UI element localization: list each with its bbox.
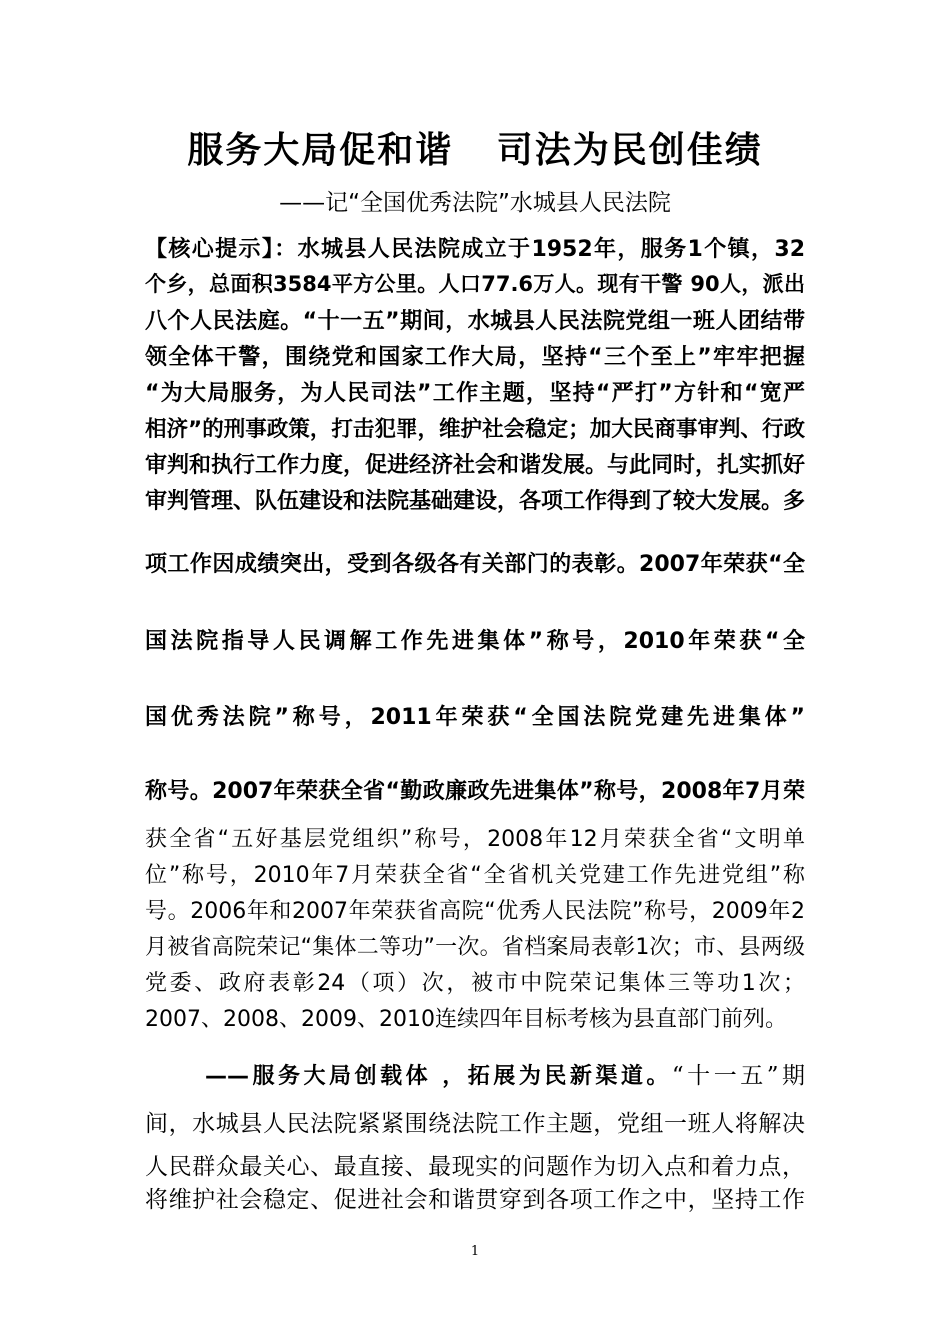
- page-subtitle: ——记“全国优秀法院”水城县人民法院: [279, 190, 671, 216]
- paragraph-line: 称号。2007年荣获全省“勤政廉政先进集体”称号，2008年7月荣: [145, 779, 805, 804]
- paragraph-line: 审判管理、队伍建设和法院基础建设，各项工作得到了较大发展。多: [145, 489, 806, 514]
- page-title: 服务大局促和谐 司法为民创佳绩: [187, 129, 763, 171]
- paragraph-line: 个乡，总面积3584平方公里。人口77.6万人。现有干警 90人，派出: [145, 272, 805, 296]
- paragraph-line: 国法院指导人民调解工作先进集体”称号，2010年荣获“全: [145, 629, 805, 654]
- section-heading-tail: “十一五”期: [671, 1063, 805, 1089]
- paragraph-line: 间，水城县人民法院紧紧围绕法院工作主题，党组一班人将解决: [145, 1111, 805, 1137]
- paragraph-line: 获全省“五好基层党组织”称号，2008年12月荣获全省“文明单: [145, 827, 805, 852]
- paragraph-line: 人民群众最关心、最直接、最现实的问题作为切入点和着力点，: [145, 1154, 805, 1180]
- paragraph-line: 位”称号，2010年7月荣获全省“全省机关党建工作先进党组”称: [145, 863, 805, 888]
- section-heading-line: [205, 1057, 805, 1090]
- paragraph-line: 领全体干警，围绕党和国家工作大局，坚持“三个至上”牢牢把握: [145, 345, 805, 370]
- paragraph-line: 【核心提示】：水城县人民法院成立于1952年，服务1个镇，32: [145, 237, 805, 262]
- paragraph-line: 将维护社会稳定、促进社会和谐贯穿到各项工作之中，坚持工作: [145, 1187, 805, 1213]
- page-number: 1: [470, 1244, 480, 1259]
- paragraph-line: 月被省高院荣记“集体二等功”一次。省档案局表彰1次；市、县两级: [145, 935, 805, 960]
- paragraph-line: 国优秀法院”称号，2011年荣获“全国法院党建先进集体”: [145, 705, 805, 730]
- paragraph-line: 审判和执行工作力度，促进经济社会和谐发展。与此同时，扎实抓好: [145, 453, 806, 478]
- paragraph-line: 党委、政府表彰24（项）次，被市中院荣记集体三等功1次；: [145, 971, 805, 996]
- paragraph-line: 相济”的刑事政策，打击犯罪，维护社会稳定；加大民商事审判、行政: [145, 417, 805, 442]
- section-heading: ——服务大局创载体 ，拓展为民新渠道。: [205, 1064, 672, 1089]
- paragraph-line: 号。2006年和2007年荣获省高院“优秀人民法院”称号，2009年2: [145, 899, 805, 924]
- paragraph-line: 2007、2008、2009、2010连续四年目标考核为县直部门前列。: [145, 1007, 787, 1032]
- paragraph-line: 八个人民法庭。“十一五”期间，水城县人民法院党组一班人团结带: [145, 309, 805, 334]
- paragraph-line: “为大局服务，为人民司法”工作主题，坚持“严打”方针和“宽严: [145, 381, 805, 406]
- paragraph-line: 项工作因成绩突出，受到各级各有关部门的表彰。2007年荣获“全: [145, 552, 805, 577]
